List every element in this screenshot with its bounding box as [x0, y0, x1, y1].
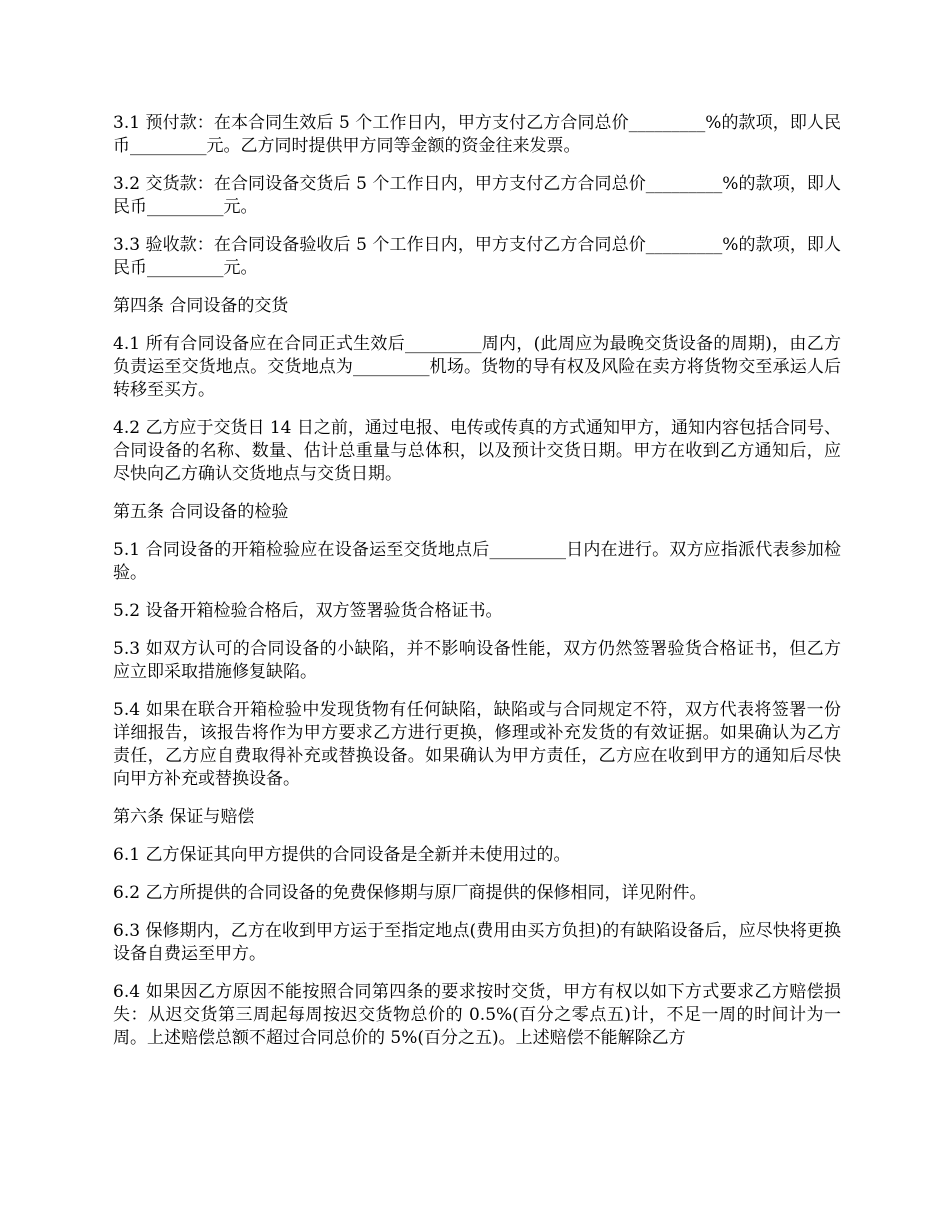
clause-6-4: 6.4 如果因乙方原因不能按照合同第四条的要求按时交货，甲方有权以如下方式要求乙方赔偿损失：从迟交货第三周起每周按迟交货物总价的 0.5%(百分之零点五)计，不足一周的时间计为一周。上述赔偿总额不超过合同总价的 5%(百分之五)。上述赔偿不能解除乙方 — [113, 982, 841, 1048]
article-6-heading: 第六条 保证与赔偿 — [113, 807, 255, 827]
clause-5-2: 5.2 设备开箱检验合格后，双方签署验货合格证书。 — [113, 601, 503, 621]
clause-5-4: 5.4 如果在联合开箱检验中发现货物有任何缺陷，缺陷或与合同规定不符，双方代表将签署一份详细报告，该报告将作为甲方要求乙方进行更换，修理或补充发货的有效证据。如果确认为乙方责任，乙方应自费取得补充或替换设备。如果确认为甲方责任，乙方应在收到甲方的通知后尽快向甲方补充或替换设备。 — [113, 700, 841, 789]
clause-5-1: 5.1 合同设备的开箱检验应在设备运至交货地点后_________日内在进行。双方应指派代表参加检验。 — [113, 540, 841, 583]
article-4-heading: 第四条 合同设备的交货 — [113, 296, 289, 316]
clause-4-2: 4.2 乙方应于交货日 14 日之前，通过电报、电传或传真的方式通知甲方，通知内容包括合同号、合同设备的名称、数量、估计总重量与总体积，以及预计交货日期。甲方在收到乙方通知后，应尽快向乙方确认交货地点与交货日期。 — [113, 418, 841, 484]
clause-3-1: 3.1 预付款：在本合同生效后 5 个工作日内，甲方支付乙方合同总价_________%的款项，即人民币_________元。乙方同时提供甲方同等金额的资金往来发票。 — [113, 113, 841, 156]
clause-6-1: 6.1 乙方保证其向甲方提供的合同设备是全新并未使用过的。 — [113, 845, 571, 865]
clause-5-3: 5.3 如双方认可的合同设备的小缺陷，并不影响设备性能，双方仍然签署验货合格证书，但乙方应立即采取措施修复缺陷。 — [113, 639, 841, 682]
document-body — [113, 112, 841, 1065]
clause-4-1: 4.1 所有合同设备应在合同正式生效后_________周内，(此周应为最晚交货设备的周期)，由乙方负责运至交货地点。交货地点为_________机场。货物的导有权及风险在卖方将货物交至承运人后转移至买方。 — [113, 334, 841, 400]
clause-3-2: 3.2 交货款：在合同设备交货后 5 个工作日内，甲方支付乙方合同总价_________%的款项，即人民币_________元。 — [113, 174, 841, 217]
clause-3-3: 3.3 验收款：在合同设备验收后 5 个工作日内，甲方支付乙方合同总价_________%的款项，即人民币_________元。 — [113, 235, 841, 278]
clause-6-2: 6.2 乙方所提供的合同设备的免费保修期与原厂商提供的保修相同，详见附件。 — [113, 883, 707, 903]
article-5-heading: 第五条 合同设备的检验 — [113, 502, 289, 522]
clause-6-3: 6.3 保修期内，乙方在收到甲方运于至指定地点(费用由买方负担)的有缺陷设备后，应尽快将更换设备自费运至甲方。 — [113, 921, 841, 964]
